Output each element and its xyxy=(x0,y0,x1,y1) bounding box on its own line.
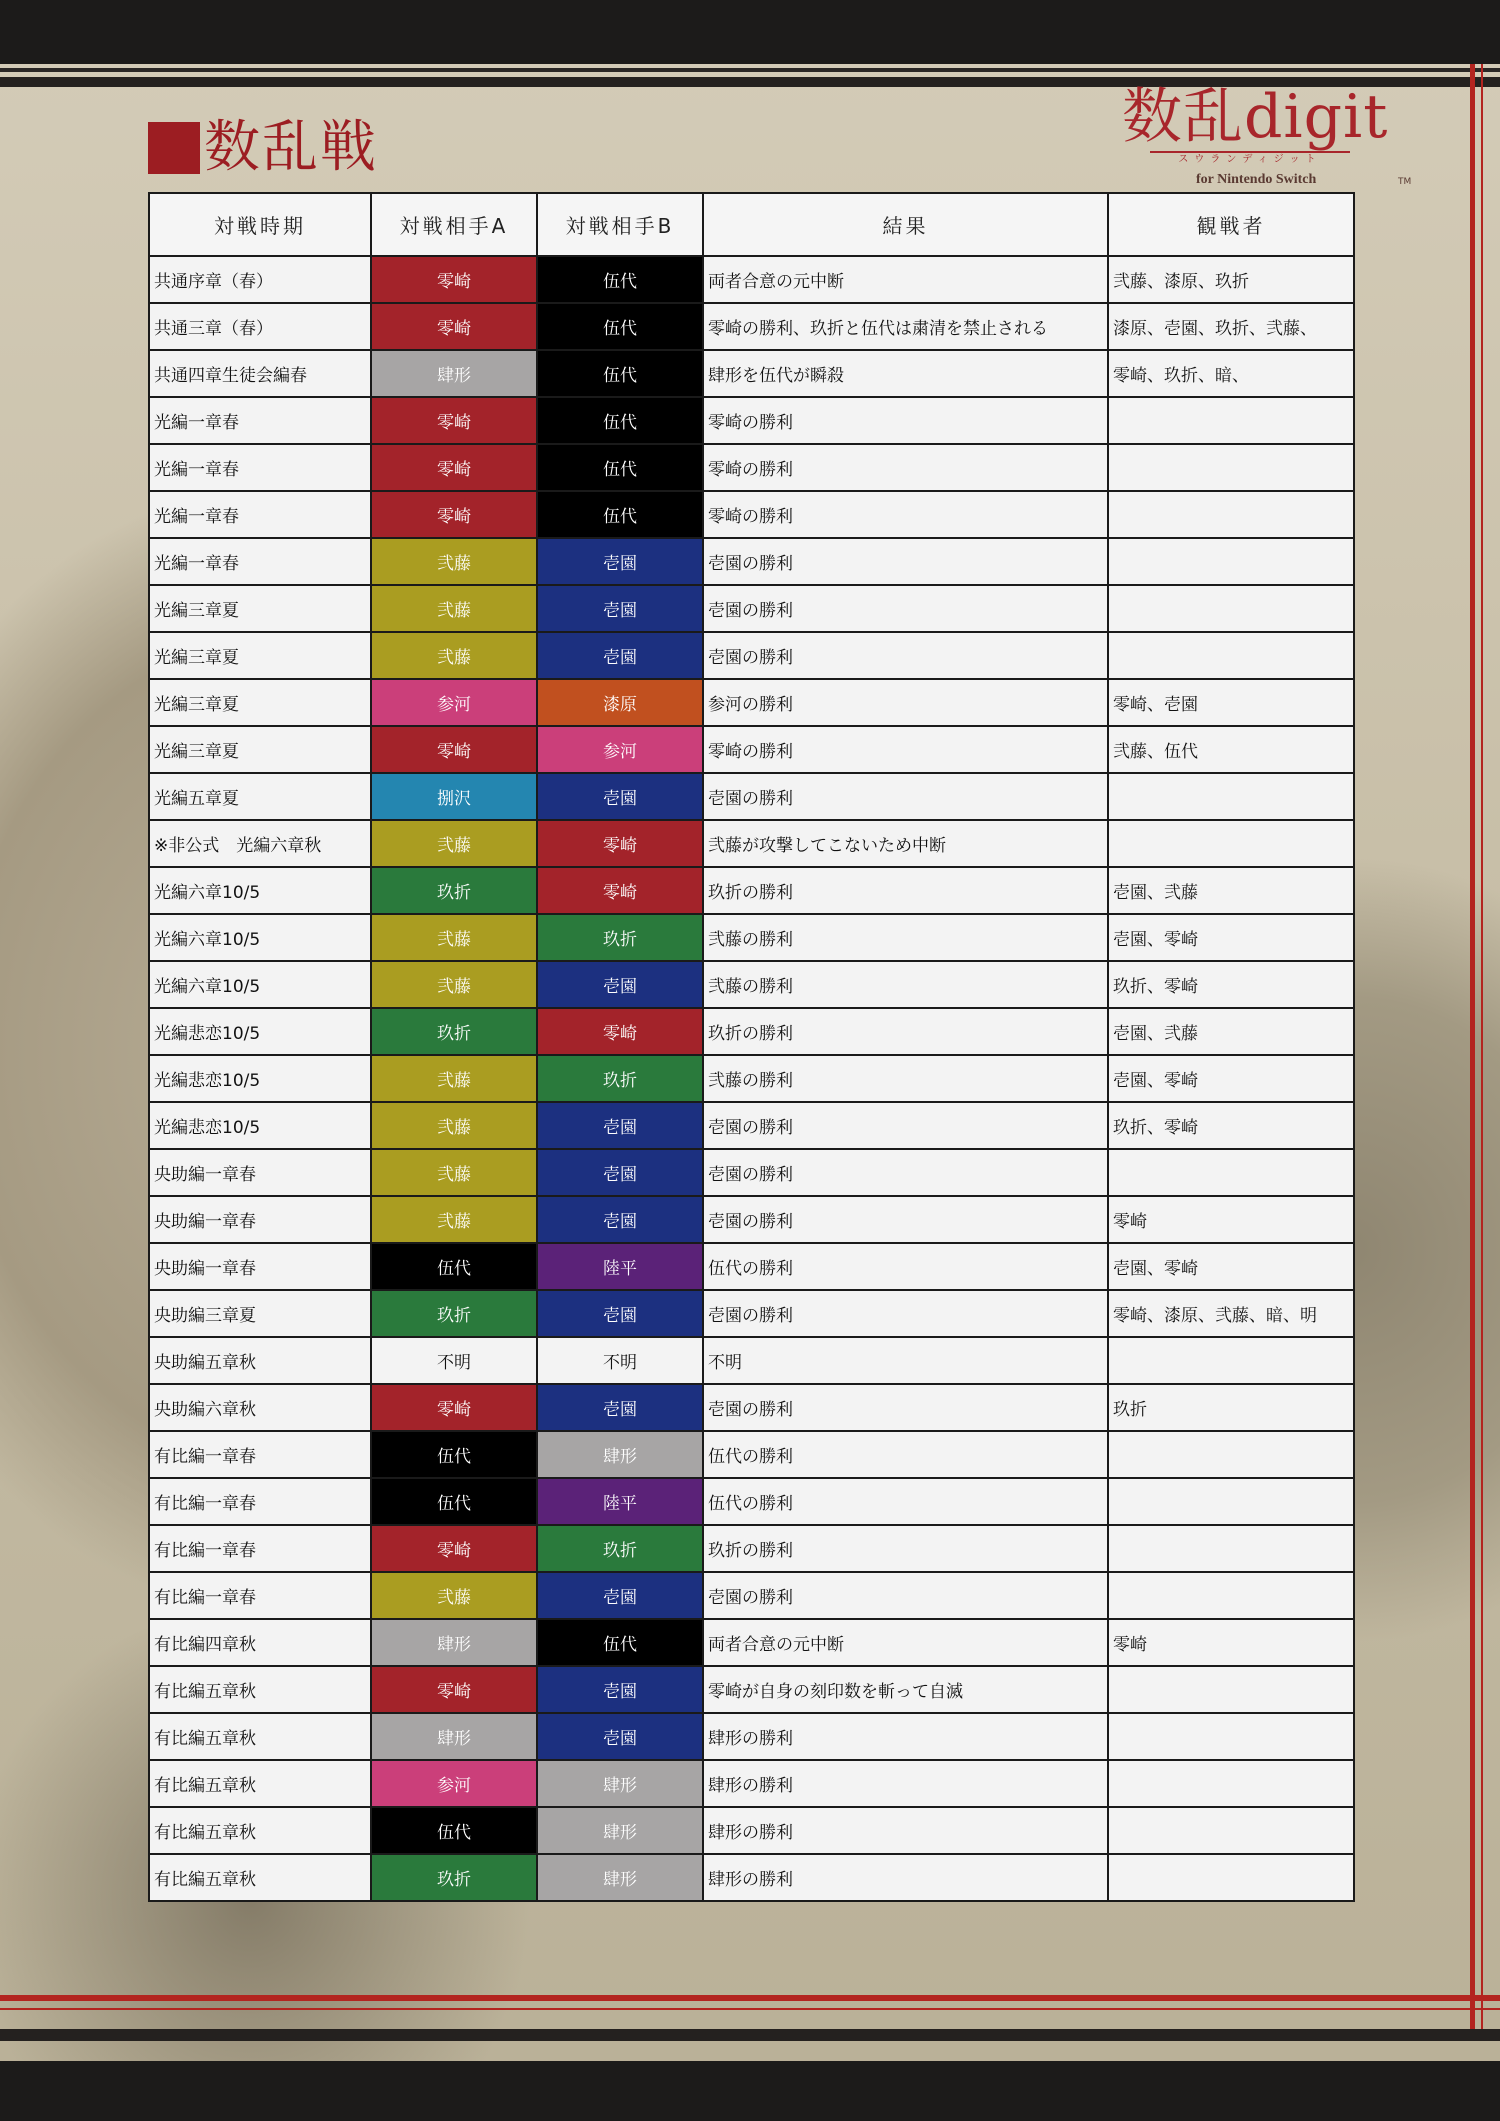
cell-period: 有比編一章春 xyxy=(149,1431,371,1478)
cell-spectators: 壱園、零崎 xyxy=(1108,1055,1354,1102)
cell-opponent-a: 玖折 xyxy=(371,1854,537,1901)
cell-opponent-a: 玖折 xyxy=(371,1008,537,1055)
cell-spectators xyxy=(1108,1807,1354,1854)
cell-spectators xyxy=(1108,1431,1354,1478)
cell-spectators xyxy=(1108,1337,1354,1384)
cell-opponent-a: 零崎 xyxy=(371,256,537,303)
cell-spectators: 玖折、零崎 xyxy=(1108,961,1354,1008)
cell-period: 光編六章10/5 xyxy=(149,961,371,1008)
cell-period: 有比編五章秋 xyxy=(149,1666,371,1713)
cell-result: 零崎の勝利 xyxy=(703,444,1108,491)
cell-period: 央助編一章春 xyxy=(149,1149,371,1196)
cell-result: 壱園の勝利 xyxy=(703,1102,1108,1149)
cell-result: 玖折の勝利 xyxy=(703,1008,1108,1055)
cell-opponent-b: 壱園 xyxy=(537,1384,703,1431)
table-row xyxy=(149,679,1354,726)
cell-period: 光編三章夏 xyxy=(149,726,371,773)
cell-result: 零崎の勝利 xyxy=(703,397,1108,444)
cell-opponent-b: 陸平 xyxy=(537,1243,703,1290)
table-row xyxy=(149,303,1354,350)
cell-period: 光編六章10/5 xyxy=(149,914,371,961)
cell-result: 壱園の勝利 xyxy=(703,585,1108,632)
header-opponent-b: 対戦相手B xyxy=(537,193,703,256)
cell-spectators: 玖折、零崎 xyxy=(1108,1102,1354,1149)
table-row xyxy=(149,1666,1354,1713)
cell-spectators xyxy=(1108,1713,1354,1760)
table-body xyxy=(149,256,1354,1901)
cell-spectators xyxy=(1108,585,1354,632)
cell-opponent-a: 零崎 xyxy=(371,444,537,491)
cell-period: 有比編一章春 xyxy=(149,1572,371,1619)
cell-result: 壱園の勝利 xyxy=(703,1572,1108,1619)
table-row xyxy=(149,1337,1354,1384)
bottom-dark-band xyxy=(0,2061,1500,2121)
cell-spectators xyxy=(1108,1572,1354,1619)
table-row xyxy=(149,1384,1354,1431)
cell-spectators: 弐藤、伍代 xyxy=(1108,726,1354,773)
logo-platform-text: for Nintendo Switch xyxy=(1196,172,1317,187)
cell-spectators xyxy=(1108,1760,1354,1807)
table-row xyxy=(149,1525,1354,1572)
table-row xyxy=(149,1807,1354,1854)
cell-spectators xyxy=(1108,820,1354,867)
cell-opponent-b: 玖折 xyxy=(537,1525,703,1572)
cell-result: 肆形の勝利 xyxy=(703,1854,1108,1901)
cell-opponent-a: 伍代 xyxy=(371,1807,537,1854)
cell-period: 共通序章（春） xyxy=(149,256,371,303)
cell-spectators xyxy=(1108,632,1354,679)
cell-opponent-b: 伍代 xyxy=(537,350,703,397)
header-result: 結果 xyxy=(703,193,1108,256)
cell-result: 両者合意の元中断 xyxy=(703,256,1108,303)
table-row xyxy=(149,491,1354,538)
cell-period: 光編六章10/5 xyxy=(149,867,371,914)
cell-period: 央助編六章秋 xyxy=(149,1384,371,1431)
cell-opponent-b: 壱園 xyxy=(537,1572,703,1619)
cell-spectators xyxy=(1108,444,1354,491)
right-red-rule xyxy=(1470,64,1475,2034)
bottom-red-rule-thin xyxy=(0,2008,1500,2010)
cell-opponent-b: 壱園 xyxy=(537,1196,703,1243)
header-spectators: 観戦者 xyxy=(1108,193,1354,256)
cell-opponent-b: 漆原 xyxy=(537,679,703,726)
cell-spectators xyxy=(1108,1666,1354,1713)
cell-result: 玖折の勝利 xyxy=(703,867,1108,914)
logo-kana-text: スウランディジット xyxy=(1150,151,1350,169)
cell-opponent-b: 壱園 xyxy=(537,1713,703,1760)
cell-spectators xyxy=(1108,1854,1354,1901)
cell-opponent-b: 伍代 xyxy=(537,444,703,491)
table-row xyxy=(149,1008,1354,1055)
table-row xyxy=(149,256,1354,303)
cell-opponent-b: 壱園 xyxy=(537,632,703,679)
cell-opponent-b: 伍代 xyxy=(537,1619,703,1666)
cell-opponent-b: 陸平 xyxy=(537,1478,703,1525)
cell-opponent-b: 伍代 xyxy=(537,256,703,303)
cell-opponent-b: 零崎 xyxy=(537,867,703,914)
cell-result: 弐藤が攻撃してこないため中断 xyxy=(703,820,1108,867)
cell-result: 不明 xyxy=(703,1337,1108,1384)
cell-spectators: 壱園、弐藤 xyxy=(1108,867,1354,914)
cell-result: 壱園の勝利 xyxy=(703,538,1108,585)
table-row xyxy=(149,1290,1354,1337)
logo-trademark: TM xyxy=(1398,177,1412,187)
cell-result: 弐藤の勝利 xyxy=(703,914,1108,961)
cell-period: 光編一章春 xyxy=(149,397,371,444)
cell-opponent-b: 壱園 xyxy=(537,1149,703,1196)
cell-period: 有比編五章秋 xyxy=(149,1854,371,1901)
cell-spectators: 零崎、漆原、弐藤、暗、明 xyxy=(1108,1290,1354,1337)
cell-result: 壱園の勝利 xyxy=(703,632,1108,679)
cell-opponent-b: 伍代 xyxy=(537,303,703,350)
cell-opponent-a: 弐藤 xyxy=(371,1196,537,1243)
cell-opponent-b: 伍代 xyxy=(537,491,703,538)
cell-period: ※非公式 光編六章秋 xyxy=(149,820,371,867)
cell-spectators: 壱園、零崎 xyxy=(1108,914,1354,961)
cell-opponent-a: 零崎 xyxy=(371,726,537,773)
top-rule-thin xyxy=(0,68,1500,72)
table-row xyxy=(149,1572,1354,1619)
cell-result: 弐藤の勝利 xyxy=(703,1055,1108,1102)
cell-period: 有比編一章春 xyxy=(149,1478,371,1525)
table-row xyxy=(149,1149,1354,1196)
cell-result: 零崎の勝利、玖折と伍代は粛清を禁止される xyxy=(703,303,1108,350)
cell-spectators xyxy=(1108,1478,1354,1525)
title-square-icon xyxy=(148,122,200,174)
cell-spectators xyxy=(1108,773,1354,820)
cell-opponent-a: 参河 xyxy=(371,1760,537,1807)
cell-result: 肆形を伍代が瞬殺 xyxy=(703,350,1108,397)
cell-period: 光編一章春 xyxy=(149,444,371,491)
cell-result: 肆形の勝利 xyxy=(703,1807,1108,1854)
cell-opponent-b: 壱園 xyxy=(537,1102,703,1149)
cell-spectators xyxy=(1108,1149,1354,1196)
cell-opponent-b: 参河 xyxy=(537,726,703,773)
cell-period: 有比編四章秋 xyxy=(149,1619,371,1666)
cell-opponent-a: 零崎 xyxy=(371,1384,537,1431)
cell-opponent-a: 玖折 xyxy=(371,1290,537,1337)
cell-opponent-a: 弐藤 xyxy=(371,914,537,961)
game-logo xyxy=(1112,84,1412,194)
table-row xyxy=(149,1102,1354,1149)
table-row xyxy=(149,1431,1354,1478)
cell-result: 両者合意の元中断 xyxy=(703,1619,1108,1666)
cell-result: 肆形の勝利 xyxy=(703,1713,1108,1760)
cell-opponent-a: 零崎 xyxy=(371,1666,537,1713)
cell-spectators xyxy=(1108,397,1354,444)
table-row xyxy=(149,1760,1354,1807)
cell-period: 光編一章春 xyxy=(149,538,371,585)
right-red-rule-thin xyxy=(1481,64,1483,2034)
cell-opponent-b: 壱園 xyxy=(537,1666,703,1713)
header-period: 対戦時期 xyxy=(149,193,371,256)
page-title xyxy=(148,115,378,180)
cell-opponent-a: 肆形 xyxy=(371,1713,537,1760)
cell-opponent-a: 伍代 xyxy=(371,1243,537,1290)
cell-opponent-a: 弐藤 xyxy=(371,585,537,632)
cell-period: 有比編五章秋 xyxy=(149,1760,371,1807)
cell-opponent-a: 伍代 xyxy=(371,1478,537,1525)
table-row xyxy=(149,773,1354,820)
cell-result: 伍代の勝利 xyxy=(703,1431,1108,1478)
cell-opponent-a: 弐藤 xyxy=(371,632,537,679)
cell-spectators: 弐藤、漆原、玖折 xyxy=(1108,256,1354,303)
cell-period: 共通三章（春） xyxy=(149,303,371,350)
cell-result: 玖折の勝利 xyxy=(703,1525,1108,1572)
table-row xyxy=(149,350,1354,397)
cell-opponent-b: 壱園 xyxy=(537,773,703,820)
table-row xyxy=(149,726,1354,773)
cell-result: 壱園の勝利 xyxy=(703,1149,1108,1196)
cell-period: 光編悲恋10/5 xyxy=(149,1008,371,1055)
cell-period: 央助編一章春 xyxy=(149,1243,371,1290)
cell-spectators: 漆原、壱園、玖折、弐藤、 xyxy=(1108,303,1354,350)
cell-opponent-b: 肆形 xyxy=(537,1854,703,1901)
cell-opponent-b: 不明 xyxy=(537,1337,703,1384)
cell-opponent-b: 零崎 xyxy=(537,1008,703,1055)
cell-opponent-a: 伍代 xyxy=(371,1431,537,1478)
cell-spectators: 零崎 xyxy=(1108,1619,1354,1666)
cell-result: 参河の勝利 xyxy=(703,679,1108,726)
cell-opponent-a: 零崎 xyxy=(371,491,537,538)
cell-opponent-b: 肆形 xyxy=(537,1431,703,1478)
table-row xyxy=(149,632,1354,679)
cell-period: 有比編五章秋 xyxy=(149,1807,371,1854)
cell-result: 肆形の勝利 xyxy=(703,1760,1108,1807)
cell-period: 光編悲恋10/5 xyxy=(149,1055,371,1102)
top-dark-band xyxy=(0,0,1500,64)
cell-spectators xyxy=(1108,491,1354,538)
cell-spectators: 零崎 xyxy=(1108,1196,1354,1243)
table-row xyxy=(149,820,1354,867)
cell-spectators: 壱園、零崎 xyxy=(1108,1243,1354,1290)
cell-opponent-a: 零崎 xyxy=(371,397,537,444)
cell-opponent-b: 壱園 xyxy=(537,961,703,1008)
table-row xyxy=(149,585,1354,632)
cell-opponent-a: 玖折 xyxy=(371,867,537,914)
table-row xyxy=(149,538,1354,585)
table-row xyxy=(149,867,1354,914)
table-row xyxy=(149,914,1354,961)
cell-spectators xyxy=(1108,1525,1354,1572)
table-row xyxy=(149,961,1354,1008)
cell-opponent-a: 肆形 xyxy=(371,350,537,397)
cell-opponent-a: 弐藤 xyxy=(371,1102,537,1149)
cell-period: 光編悲恋10/5 xyxy=(149,1102,371,1149)
cell-opponent-a: 捌沢 xyxy=(371,773,537,820)
cell-opponent-a: 弐藤 xyxy=(371,1055,537,1102)
header-opponent-a: 対戦相手A xyxy=(371,193,537,256)
cell-period: 光編一章春 xyxy=(149,491,371,538)
cell-opponent-b: 伍代 xyxy=(537,397,703,444)
cell-opponent-a: 弐藤 xyxy=(371,961,537,1008)
cell-opponent-a: 参河 xyxy=(371,679,537,726)
cell-opponent-a: 零崎 xyxy=(371,303,537,350)
cell-period: 光編三章夏 xyxy=(149,679,371,726)
cell-result: 壱園の勝利 xyxy=(703,1384,1108,1431)
cell-spectators: 零崎、壱園 xyxy=(1108,679,1354,726)
cell-opponent-a: 零崎 xyxy=(371,1525,537,1572)
cell-opponent-a: 不明 xyxy=(371,1337,537,1384)
table-header-row xyxy=(149,193,1354,256)
cell-opponent-a: 弐藤 xyxy=(371,1572,537,1619)
cell-spectators: 壱園、弐藤 xyxy=(1108,1008,1354,1055)
cell-opponent-a: 肆形 xyxy=(371,1619,537,1666)
cell-spectators xyxy=(1108,538,1354,585)
cell-opponent-b: 玖折 xyxy=(537,1055,703,1102)
cell-opponent-a: 弐藤 xyxy=(371,538,537,585)
cell-result: 伍代の勝利 xyxy=(703,1478,1108,1525)
cell-period: 光編五章夏 xyxy=(149,773,371,820)
cell-spectators: 零崎、玖折、暗、 xyxy=(1108,350,1354,397)
table-row xyxy=(149,1055,1354,1102)
cell-opponent-b: 壱園 xyxy=(537,585,703,632)
cell-result: 壱園の勝利 xyxy=(703,1196,1108,1243)
page-title-text: 数乱戦 xyxy=(204,115,378,180)
cell-opponent-a: 弐藤 xyxy=(371,820,537,867)
cell-opponent-b: 肆形 xyxy=(537,1760,703,1807)
table-row xyxy=(149,1478,1354,1525)
table-row xyxy=(149,1196,1354,1243)
cell-opponent-b: 壱園 xyxy=(537,1290,703,1337)
logo-main-text: 数乱digit xyxy=(1122,82,1389,152)
cell-period: 央助編三章夏 xyxy=(149,1290,371,1337)
cell-result: 弐藤の勝利 xyxy=(703,961,1108,1008)
cell-result: 壱園の勝利 xyxy=(703,773,1108,820)
cell-period: 光編三章夏 xyxy=(149,585,371,632)
cell-opponent-b: 壱園 xyxy=(537,538,703,585)
cell-opponent-b: 零崎 xyxy=(537,820,703,867)
bottom-rule-thick xyxy=(0,2029,1500,2041)
cell-result: 零崎の勝利 xyxy=(703,491,1108,538)
bottom-red-rule xyxy=(0,1995,1500,2001)
cell-result: 壱園の勝利 xyxy=(703,1290,1108,1337)
cell-spectators: 玖折 xyxy=(1108,1384,1354,1431)
table-row xyxy=(149,1854,1354,1901)
cell-opponent-a: 弐藤 xyxy=(371,1149,537,1196)
battle-table xyxy=(148,192,1355,1902)
cell-opponent-b: 玖折 xyxy=(537,914,703,961)
table-row xyxy=(149,1243,1354,1290)
table-row xyxy=(149,1619,1354,1666)
cell-period: 光編三章夏 xyxy=(149,632,371,679)
cell-period: 央助編一章春 xyxy=(149,1196,371,1243)
cell-period: 有比編五章秋 xyxy=(149,1713,371,1760)
cell-opponent-b: 肆形 xyxy=(537,1807,703,1854)
cell-period: 共通四章生徒会編春 xyxy=(149,350,371,397)
cell-period: 央助編五章秋 xyxy=(149,1337,371,1384)
cell-result: 伍代の勝利 xyxy=(703,1243,1108,1290)
cell-period: 有比編一章春 xyxy=(149,1525,371,1572)
cell-result: 零崎が自身の刻印数を斬って自滅 xyxy=(703,1666,1108,1713)
cell-result: 零崎の勝利 xyxy=(703,726,1108,773)
table-row xyxy=(149,444,1354,491)
table-row xyxy=(149,397,1354,444)
table-row xyxy=(149,1713,1354,1760)
